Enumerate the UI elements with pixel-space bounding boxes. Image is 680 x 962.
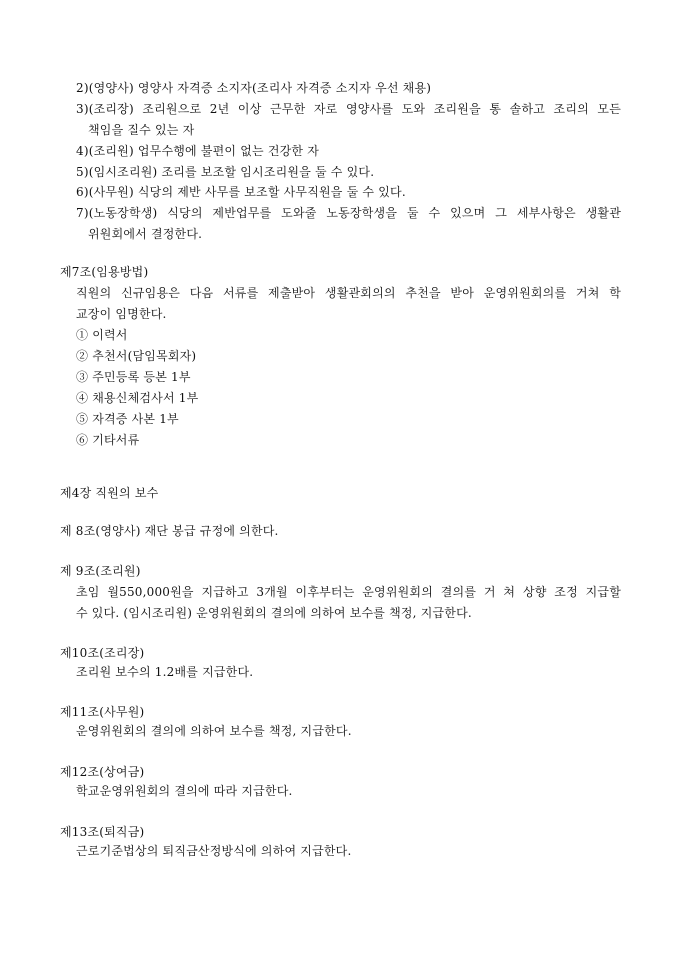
article-9-body-cont: 수 있다. (임시조리원) 운영위원회의 결의에 의하여 보수를 책정, 지급한다. xyxy=(76,606,472,620)
doc-item: ③ 주민등록 등본 1부 xyxy=(76,370,191,384)
doc-item: ⑤ 자격증 사본 1부 xyxy=(76,412,179,426)
article-7-body-cont: 교장이 임명한다. xyxy=(76,307,167,321)
article-9-body: 초임 월550,000원을 지급하고 3개월 이후부터는 운영위원회의 결의를 거 쳐 상향 조정 지급할 xyxy=(76,585,621,599)
duty-item-work-student-cont: 위원회에서 결정한다. xyxy=(88,227,203,241)
article-7-body: 직원의 신규임용은 다음 서류를 제출받아 생활관회의의 추천을 받아 운영위원회의를 거쳐 학 xyxy=(76,286,621,300)
doc-item: ④ 채용신체검사서 1부 xyxy=(76,391,199,405)
doc-item: ⑥ 기타서류 xyxy=(76,433,140,447)
duty-item-head-cook-cont: 책임을 질수 있는 자 xyxy=(88,123,195,137)
doc-item: ① 이력서 xyxy=(76,328,128,342)
chapter-4-title: 제4장 직원의 보수 xyxy=(60,486,159,500)
article-9-title: 제 9조(조리원) xyxy=(60,564,141,578)
duty-item-cook: 4)(조리원) 업무수행에 불편이 없는 건강한 자 xyxy=(76,144,320,158)
duty-item-clerk: 6)(사무원) 식당의 제반 사무를 보조할 사무직원을 둘 수 있다. xyxy=(76,185,406,199)
article-10-body: 조리원 보수의 1.2배를 지급한다. xyxy=(76,665,254,679)
duty-item-nutritionist: 2)(영양사) 영양사 자격증 소지자(조리사 자격증 소지자 우선 채용) xyxy=(76,81,432,95)
article-12-body: 학교운영위원회의 결의에 따라 지급한다. xyxy=(76,784,293,798)
article-13-title: 제13조(퇴직금) xyxy=(60,825,145,839)
article-11-body: 운영위원회의 결의에 의하여 보수를 책정, 지급한다. xyxy=(76,724,352,738)
duty-item-temp-cook: 5)(임시조리원) 조리를 보조할 임시조리원을 둘 수 있다. xyxy=(76,165,375,179)
article-12-title: 제12조(상여금) xyxy=(60,765,145,779)
article-10-title: 제10조(조리장) xyxy=(60,646,145,660)
article-11-title: 제11조(사무원) xyxy=(60,705,145,719)
article-7-title: 제7조(임용방법) xyxy=(60,265,149,279)
article-8-title: 제 8조(영양사) 재단 봉급 규정에 의한다. xyxy=(60,524,279,538)
doc-item: ② 추천서(담임목회자) xyxy=(76,349,197,363)
duty-item-work-student: 7)(노동장학생) 식당의 제반업무를 도와줄 노동장학생을 둘 수 있으며 그 세부사항은 생활관 xyxy=(76,206,621,220)
duty-item-head-cook: 3)(조리장) 조리원으로 2년 이상 근무한 자로 영양사를 도와 조리원을 통 솔하고 조리의 모든 xyxy=(76,102,621,116)
article-13-body: 근로기준법상의 퇴직금산정방식에 의하여 지급한다. xyxy=(76,844,352,858)
